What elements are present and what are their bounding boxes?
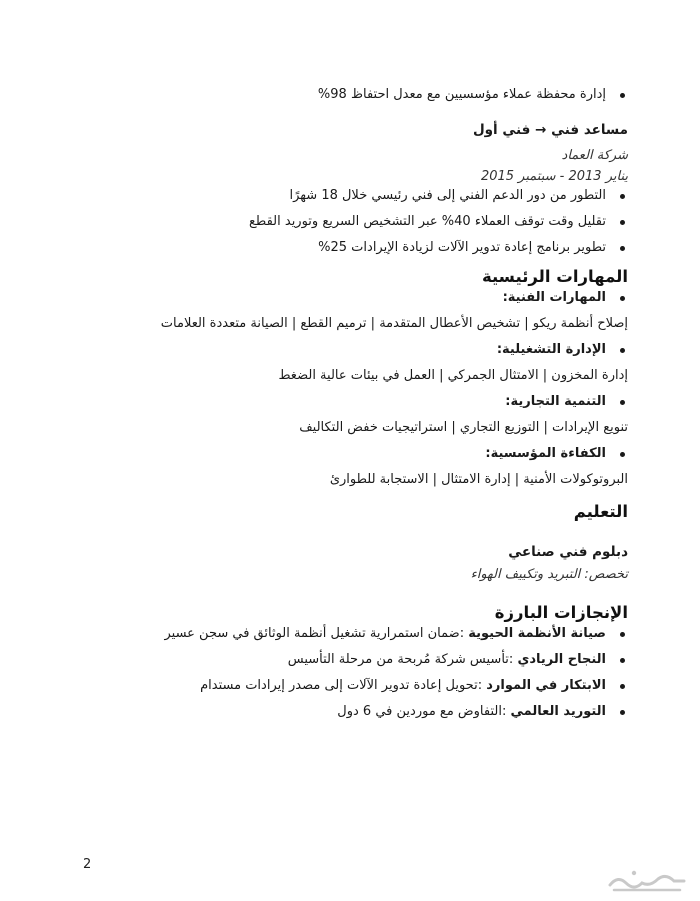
achievements-heading: الإنجازات البارزة	[494, 603, 628, 622]
skill-category	[68, 393, 628, 437]
list-item: التطور من دور الدعم الفني إلى فني رئيسي خلال 18 شهرًا	[68, 187, 628, 205]
achievement-text: :ضمان استمرارية تشغيل أنظمة الوثائق في سجن عسير	[164, 626, 465, 641]
skill-category-items: إصلاح أنظمة ريكو | تشخيص الأعطال المتقدمة | ترميم القطع | الصيانة متعددة العلامات	[160, 316, 628, 331]
education-heading: التعليم	[573, 502, 628, 521]
job-bullets	[68, 187, 628, 257]
skill-category-items: تنويع الإيرادات | التوزيع التجاري | استراتيجيات خفض التكاليف	[299, 420, 628, 435]
watermark-dot	[632, 871, 636, 875]
job-title: مساعد فني → فني أول	[472, 122, 628, 138]
achievement-text: :تحويل إعادة تدوير الآلات إلى مصدر إيرادات مستدام	[200, 678, 483, 693]
skill-category	[68, 445, 628, 489]
skill-category-name: الكفاءة المؤسسية:	[485, 446, 606, 461]
achievement-item	[68, 703, 628, 721]
achievement-label: صيانة الأنظمة الحيوية	[468, 626, 606, 641]
achievement-item	[68, 677, 628, 695]
list-item: تطوير برنامج إعادة تدوير الآلات لزيادة الإيرادات 25%	[68, 239, 628, 257]
previous-job-bullets	[68, 86, 628, 104]
skill-category-name: الإدارة التشغيلية:	[496, 342, 606, 357]
list-item: تقليل وقت توقف العملاء 40% عبر التشخيص السريع وتوريد القطع	[68, 213, 628, 231]
skill-category-items: إدارة المخزون | الامتثال الجمركي | العمل في بيئات عالية الضغط	[278, 368, 628, 383]
achievement-text: :التفاوض مع موردين في 6 دول	[337, 704, 507, 719]
job-company: شركة العماد	[561, 148, 628, 163]
achievements-list	[68, 625, 628, 721]
page-content	[68, 86, 628, 729]
education-specialization: تخصص: التبريد وتكييف الهواء	[470, 567, 628, 582]
skill-category	[68, 289, 628, 333]
achievement-item	[68, 625, 628, 643]
skill-category-name: التنمية التجارية:	[505, 394, 606, 409]
achievement-text: :تأسيس شركة مُربحة من مرحلة التأسيس	[287, 652, 514, 667]
job-dates: يناير 2013 - سبتمبر 2015	[480, 169, 628, 184]
skill-category	[68, 341, 628, 385]
education-degree: دبلوم فني صناعي	[508, 544, 628, 560]
achievement-label: النجاح الريادي	[517, 652, 606, 667]
achievement-label: الابتكار في الموارد	[486, 678, 606, 693]
skill-category-name: المهارات الفنية:	[502, 290, 606, 305]
skills-heading: المهارات الرئيسية	[481, 267, 628, 286]
page-number: 2	[83, 857, 92, 872]
list-item: إدارة محفظة عملاء مؤسسيين مع معدل احتفاظ 98%	[68, 86, 628, 104]
achievement-label: التوريد العالمي	[510, 704, 606, 719]
haraj-watermark-logo	[604, 865, 690, 895]
skills-list	[68, 289, 628, 489]
watermark-stroke	[610, 876, 684, 887]
skill-category-items: البروتوكولات الأمنية | إدارة الامتثال | الاستجابة للطوارئ	[329, 472, 628, 487]
achievement-item	[68, 651, 628, 669]
